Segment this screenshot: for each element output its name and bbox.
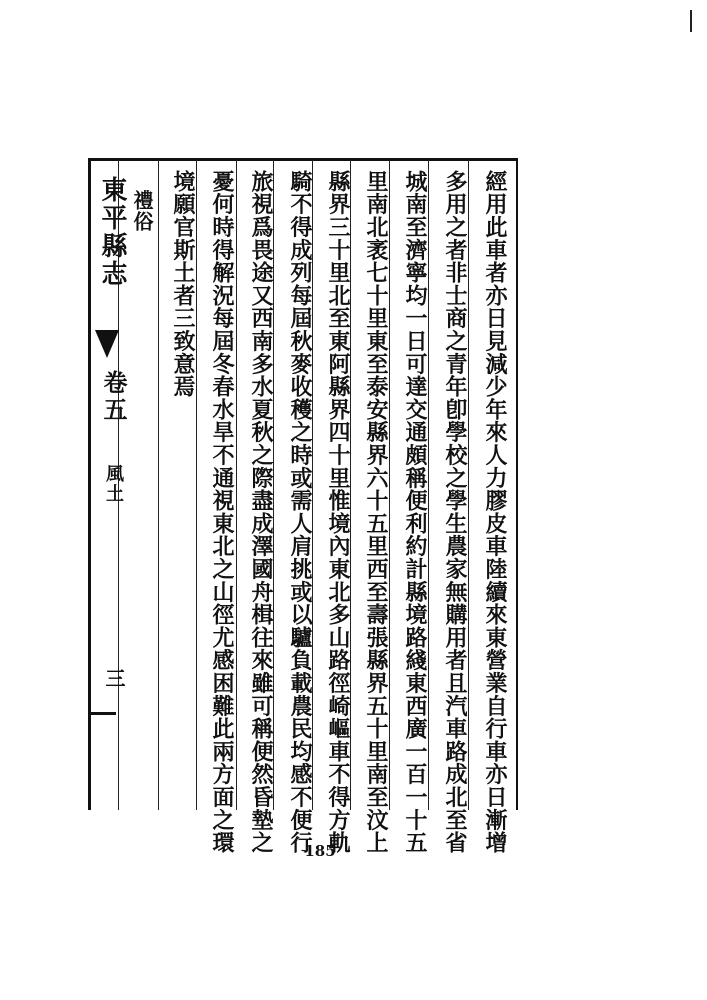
text-column: 縣界三十里北至東阿縣界四十里惟境內東北多山路徑崎嶇車不得方軌 — [325, 170, 351, 854]
right-border — [516, 160, 518, 810]
text-column: 經用此車者亦日見減少年來人力膠皮車陸續來東營業自行車亦日漸增 — [482, 170, 508, 854]
page-number: 185 — [304, 842, 336, 860]
fishtail-mark — [95, 330, 119, 358]
section-label: 風土 — [103, 464, 124, 504]
text-column: 騎不得成列每屆秋麥收穫之時或需人肩挑或以驢負載農民均感不便行 — [287, 170, 313, 854]
section-heading: 禮俗 — [130, 190, 154, 232]
text-column: 里南北袤七十里東至泰安縣界六十五里西至壽張縣界五十里南至汶上 — [363, 170, 389, 854]
leaf-number: 三 — [102, 668, 126, 688]
text-column: 旅視爲畏途又西南多水夏秋之際盡成澤國舟楫往來雖可稱便然昏墊之 — [248, 170, 274, 854]
top-border — [88, 158, 518, 161]
book-title: 東平縣志 — [97, 176, 127, 288]
text-column: 境願官斯土者三致意焉 — [170, 170, 196, 398]
margin-mark — [690, 10, 692, 32]
column-rule — [158, 160, 159, 810]
text-column: 多用之者非士商之青年卽學校之學生農家無購用者且汽車路成北至省 — [442, 170, 468, 854]
text-column: 城南至濟寧均一日可達交通頗稱便利約計縣境路綫東西廣一百一十五 — [402, 170, 428, 854]
volume-label: 卷五 — [99, 370, 128, 424]
text-column: 憂何時得解況每屆冬春水旱不通視東北之山徑尤感困難此兩方面之環 — [209, 170, 235, 854]
bottom-rule — [88, 712, 116, 715]
